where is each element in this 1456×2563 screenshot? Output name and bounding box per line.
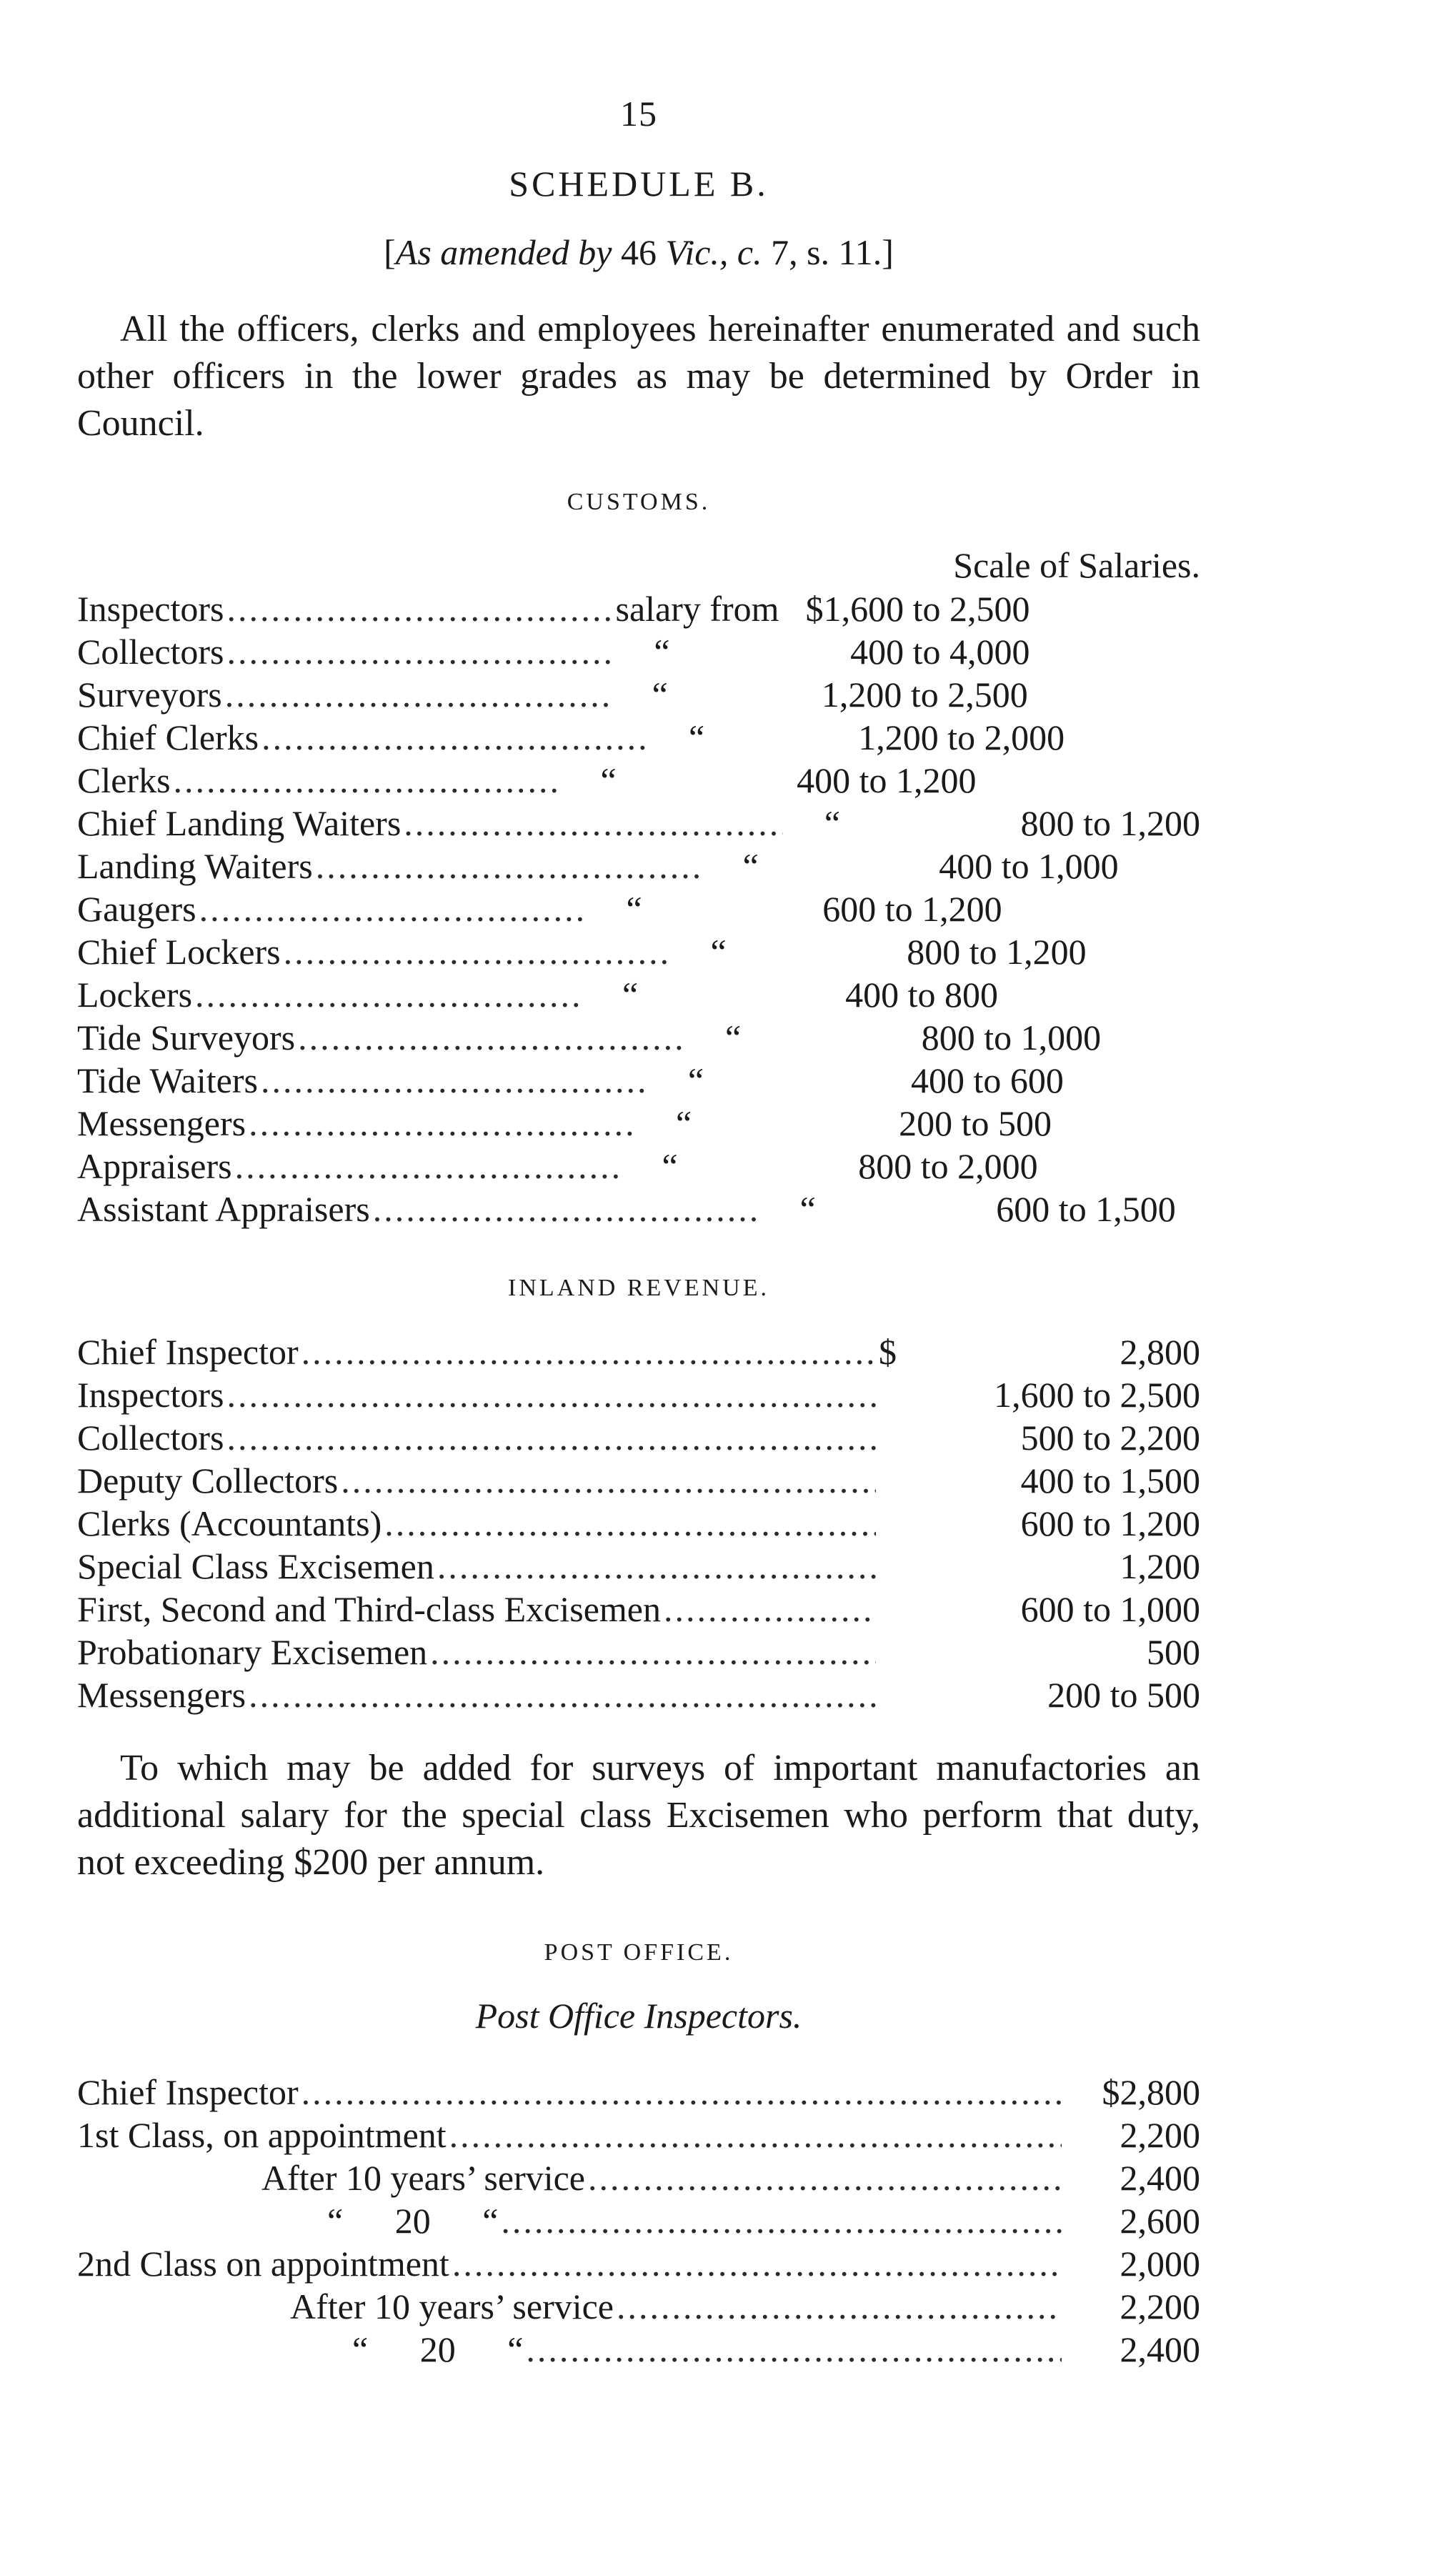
spacer: [77, 1716, 1200, 1745]
dot-leader: [341, 1459, 876, 1502]
row-label: Clerks (Accountants): [77, 1503, 382, 1543]
row-value: 2,800: [1120, 1332, 1200, 1372]
ditto-mark: “: [725, 1017, 742, 1057]
row-value: 800 to 1,000: [921, 1017, 1102, 1057]
row-value: 1,600 to 2,500: [994, 1375, 1200, 1415]
row-label: Messengers: [77, 1103, 246, 1143]
row-value: 200 to 500: [1047, 1675, 1200, 1715]
dot-leader: [227, 630, 613, 673]
inland-revenue-heading: INLAND REVENUE.: [508, 1275, 769, 1301]
excisemen-note: To which may be added for surveys of important manufactories an additional salary for the special class Excisemen who perform that duty, not exceeding $200 per annum.: [77, 1748, 1200, 1883]
amendment-note: [77, 232, 1200, 273]
table-row: [77, 1502, 1200, 1545]
row-value: 600 to 1,000: [1020, 1589, 1200, 1629]
row-value: 400 to 600: [911, 1060, 1064, 1100]
dot-leader: [199, 887, 585, 930]
row-value: 400 to 4,000: [850, 632, 1030, 672]
amendment-open: [: [384, 232, 396, 272]
ditto-mark: “: [675, 1103, 692, 1143]
dot-leader: [452, 2242, 1062, 2285]
row-value: 600 to 1,500: [996, 1189, 1176, 1229]
amendment-num: 46: [612, 232, 666, 272]
dot-leader: [526, 2328, 1062, 2371]
post-office-inspectors-subheading: Post Office Inspectors.: [475, 1996, 802, 2036]
row-label: Collectors: [77, 1418, 224, 1458]
dot-leader: [664, 1588, 876, 1631]
row-value: 800 to 1,200: [907, 932, 1087, 972]
table-row: [77, 1459, 1200, 1502]
row-label: “ 20 “: [327, 2201, 499, 2241]
row-value: 200 to 500: [899, 1103, 1052, 1143]
table-row: [77, 2071, 1200, 2114]
table-row: [77, 2328, 1200, 2371]
row-value: $2,800: [1102, 2072, 1200, 2112]
table-row: [77, 2114, 1200, 2156]
dot-leader: [437, 1545, 876, 1588]
row-label: Chief Landing Waiters: [77, 803, 402, 843]
row-value: 400 to 1,200: [797, 760, 977, 800]
dot-leader: [430, 1631, 876, 1673]
dot-leader: [301, 2071, 1062, 2114]
amendment-rest: 7, s. 11.]: [762, 232, 894, 272]
dot-leader: [284, 930, 669, 973]
post-office-heading: POST OFFICE.: [544, 1939, 734, 1966]
dot-leader: [617, 2285, 1062, 2328]
table-row: [77, 759, 1200, 802]
row-value: 800 to 1,200: [1020, 803, 1200, 843]
row-value: $1,600 to 2,500: [805, 589, 1030, 629]
row-value: 500: [1147, 1632, 1200, 1672]
inland-revenue-table: [77, 1330, 1200, 1716]
row-label: Chief Clerks: [77, 717, 259, 757]
table-row: [77, 2199, 1200, 2242]
row-value: 500 to 2,200: [1020, 1418, 1200, 1458]
table-row: [77, 1373, 1200, 1416]
table-row: [77, 587, 1200, 630]
row-label: Messengers: [77, 1675, 246, 1715]
amendment-italic-1: As amended by: [395, 232, 612, 272]
table-row: [77, 1059, 1200, 1102]
row-value: 2,400: [1120, 2158, 1200, 2198]
post-office-table: [77, 2071, 1200, 2371]
row-value: 2,200: [1120, 2286, 1200, 2326]
table-row: [77, 1102, 1200, 1145]
row-qualifier: salary from: [615, 589, 779, 629]
dot-leader: [249, 1673, 876, 1716]
dot-leader: [501, 2199, 1062, 2242]
row-value: 2,200: [1120, 2115, 1200, 2155]
ditto-mark: “: [689, 717, 705, 757]
row-label: After 10 years’ service: [261, 2158, 586, 2198]
table-row: [77, 1016, 1200, 1059]
page-number: 15: [620, 94, 657, 134]
spacer: [77, 1230, 1200, 1275]
row-label: Clerks: [77, 760, 171, 800]
dot-leader: [249, 1102, 634, 1145]
dot-leader: [195, 973, 581, 1016]
schedule-title: SCHEDULE B.: [509, 164, 769, 204]
row-label: Inspectors: [77, 589, 224, 629]
table-row: [77, 1631, 1200, 1673]
row-value: 1,200: [1120, 1546, 1200, 1586]
row-label: Special Class Excisemen: [77, 1546, 434, 1586]
ditto-mark: “: [622, 975, 639, 1015]
table-row: [77, 930, 1200, 973]
row-label: First, Second and Third-class Excisemen: [77, 1589, 661, 1629]
row-value: 400 to 1,500: [1020, 1460, 1200, 1501]
dot-leader: [235, 1145, 621, 1188]
table-row: [77, 845, 1200, 887]
table-row: [77, 630, 1200, 673]
row-value: 600 to 1,200: [1020, 1503, 1200, 1543]
currency-sign: $: [879, 1332, 897, 1372]
dot-leader: [174, 759, 559, 802]
intro-paragraph: All the officers, clerks and employees hereinafter enumerated and such other officers in the lower grades as may be determined by Order in Council.: [77, 309, 1200, 444]
dot-leader: [373, 1188, 759, 1230]
ditto-mark: “: [687, 1060, 704, 1100]
ditto-mark: “: [600, 760, 617, 800]
row-label: Chief Inspector: [77, 1332, 299, 1372]
row-label: Deputy Collectors: [77, 1460, 339, 1501]
row-label: Chief Inspector: [77, 2072, 299, 2112]
ditto-mark: “: [824, 803, 841, 843]
dot-leader: [261, 716, 647, 759]
ditto-mark: “: [662, 1146, 678, 1186]
row-label: Probationary Excisemen: [77, 1632, 428, 1672]
dot-leader: [261, 1059, 647, 1102]
dot-leader: [227, 1373, 877, 1416]
table-row: [77, 1673, 1200, 1716]
table-row: [77, 1545, 1200, 1588]
table-row: [77, 673, 1200, 716]
row-label: Tide Surveyors: [77, 1017, 296, 1057]
ditto-mark: “: [654, 632, 670, 672]
row-label: Chief Lockers: [77, 932, 281, 972]
row-label: Collectors: [77, 632, 224, 672]
table-row: [77, 2285, 1200, 2328]
ditto-mark: “: [799, 1189, 816, 1229]
table-row: [77, 887, 1200, 930]
scale-of-salaries-header: Scale of Salaries.: [953, 545, 1200, 585]
ditto-mark: “: [626, 889, 642, 929]
row-label: After 10 years’ service: [290, 2286, 614, 2326]
row-label: Inspectors: [77, 1375, 224, 1415]
row-label: Surveyors: [77, 675, 222, 715]
customs-heading: CUSTOMS.: [567, 489, 711, 515]
row-value: 1,200 to 2,000: [858, 717, 1065, 757]
table-row: [77, 716, 1200, 759]
table-row: [77, 1330, 1200, 1373]
row-value: 400 to 1,000: [939, 846, 1119, 886]
row-label: 2nd Class on appointment: [77, 2244, 449, 2284]
table-row: [77, 1145, 1200, 1188]
table-row: [77, 1588, 1200, 1631]
dot-leader: [225, 673, 611, 716]
row-label: “ 20 “: [352, 2329, 524, 2369]
dot-leader: [404, 802, 783, 845]
document-page: [77, 93, 1200, 2371]
dot-leader: [227, 587, 613, 630]
row-value: 2,000: [1120, 2244, 1200, 2284]
amendment-italic-2: Vic., c.: [665, 232, 762, 272]
row-value: 2,600: [1120, 2201, 1200, 2241]
dot-leader: [316, 845, 702, 887]
dot-leader: [384, 1502, 876, 1545]
dot-leader: [227, 1416, 876, 1459]
table-row: [77, 973, 1200, 1016]
table-row: [77, 802, 1200, 845]
row-label: Assistant Appraisers: [77, 1189, 370, 1229]
dot-leader: [298, 1016, 684, 1059]
row-label: Gaugers: [77, 889, 196, 929]
row-label: Landing Waiters: [77, 846, 313, 886]
dot-leader: [301, 1330, 876, 1373]
row-label: Tide Waiters: [77, 1060, 258, 1100]
table-row: [77, 2242, 1200, 2285]
row-label: Lockers: [77, 975, 193, 1015]
table-row: [77, 2156, 1200, 2199]
dot-leader: [588, 2156, 1062, 2199]
row-label: Appraisers: [77, 1146, 232, 1186]
ditto-mark: “: [652, 675, 668, 715]
row-value: 400 to 800: [845, 975, 999, 1015]
customs-table: [77, 587, 1200, 1230]
row-value: 1,200 to 2,500: [821, 675, 1028, 715]
ditto-mark: “: [710, 932, 727, 972]
row-value: 2,400: [1120, 2329, 1200, 2369]
row-value: 600 to 1,200: [822, 889, 1002, 929]
dot-leader: [449, 2114, 1062, 2156]
table-row: [77, 1188, 1200, 1230]
row-value: 800 to 2,000: [858, 1146, 1038, 1186]
ditto-mark: “: [742, 846, 759, 886]
table-row: [77, 1416, 1200, 1459]
row-label: 1st Class, on appointment: [77, 2115, 447, 2155]
